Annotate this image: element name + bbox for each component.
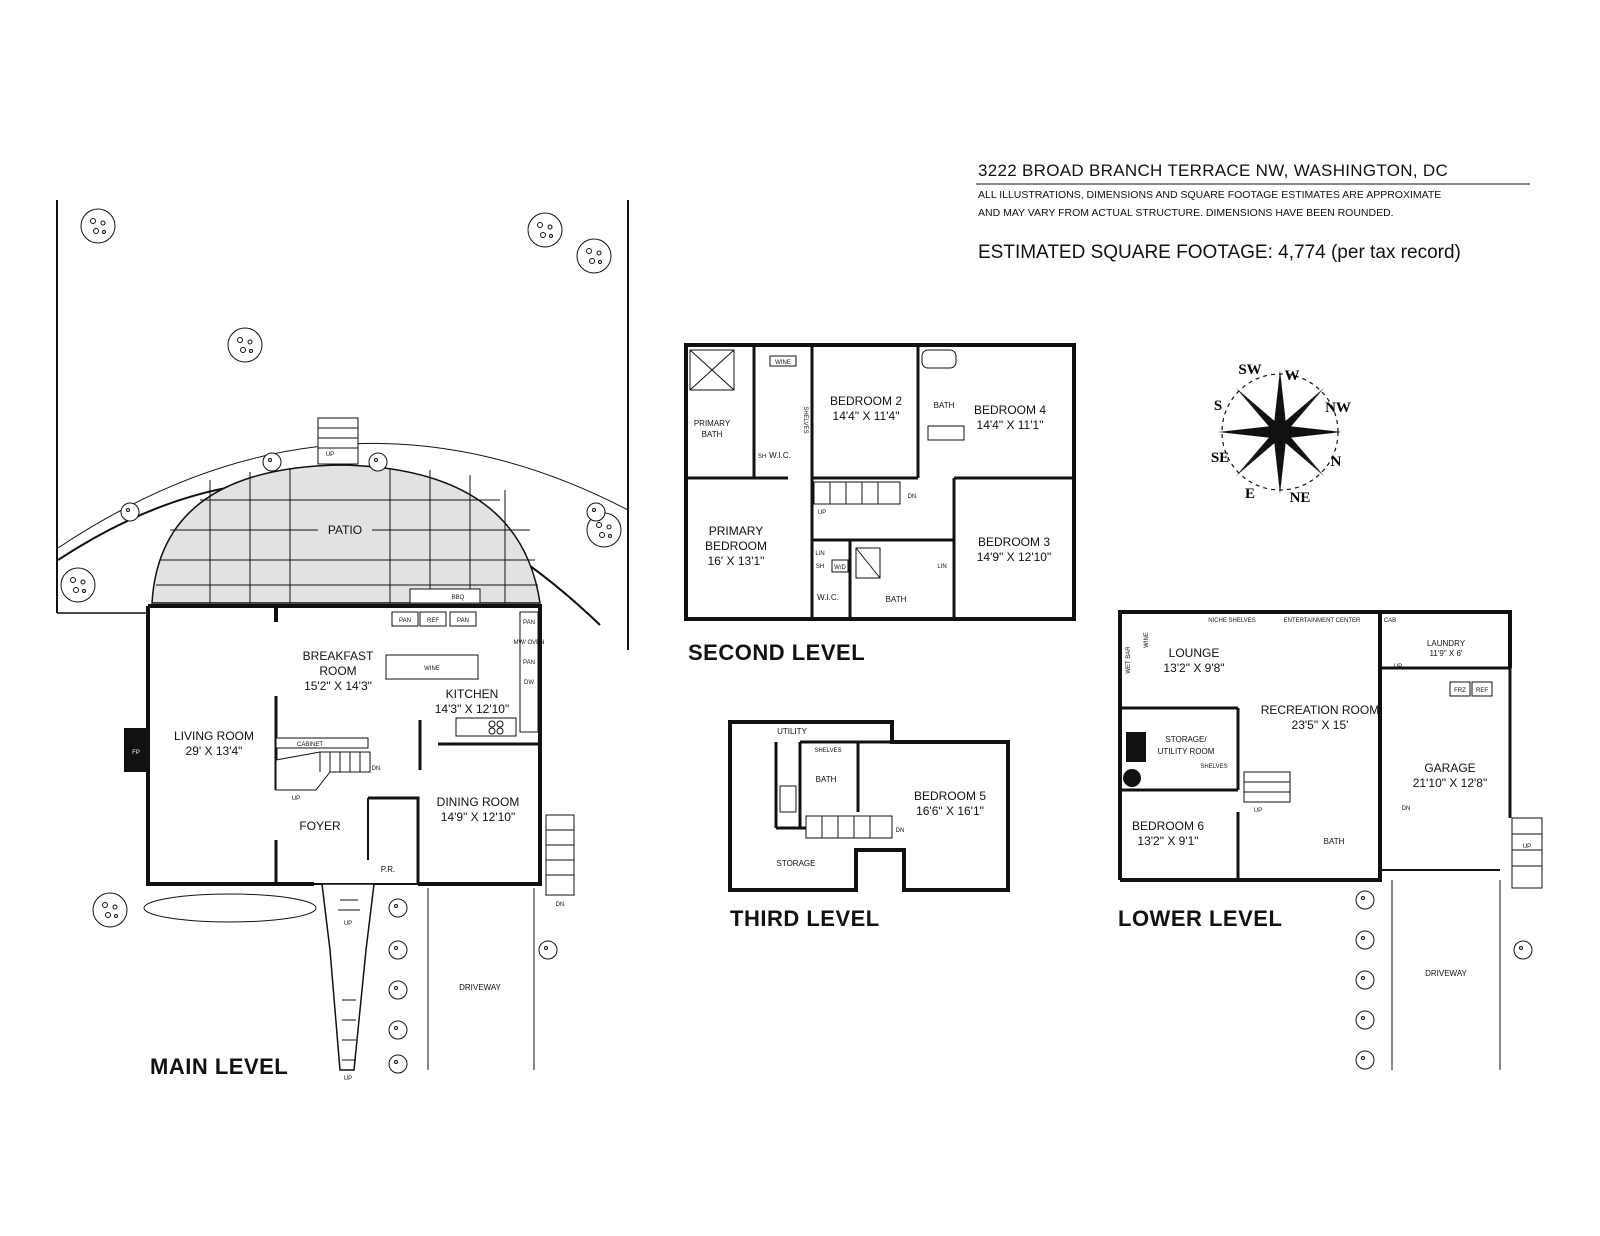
front-walk-up-2: UP: [343, 1076, 353, 1082]
ref-label: REF: [427, 618, 439, 624]
kitchen-name: KITCHEN: [445, 687, 499, 701]
entertainment-center-label: ENTERTAINMENT CENTER: [1283, 618, 1361, 624]
fireplace-label: FP: [132, 750, 140, 756]
kitchen-fixtures: [386, 612, 545, 736]
lounge-dim: 13'2" X 9'8": [1163, 661, 1225, 675]
bedroom-5-dim: 16'6" X 16'1": [916, 804, 984, 818]
tree-icon: [577, 239, 611, 273]
garage-step-dn: DN: [1401, 806, 1411, 812]
lounge-name: LOUNGE: [1168, 646, 1220, 660]
shrub-icon: [389, 899, 407, 917]
third-stair: [806, 816, 904, 838]
pan-label-1: PAN: [399, 618, 411, 624]
shrub-icon: [121, 503, 139, 521]
bbq-counter: [410, 589, 480, 603]
front-walk: [322, 884, 374, 1082]
lower-driveway-label: DRIVEWAY: [1425, 969, 1467, 978]
lower-ref-label: REF: [1476, 688, 1488, 694]
shrub-icon: [1356, 931, 1374, 949]
lin-label-2: LIN: [937, 564, 947, 570]
second-shelves-label: SHELVES: [802, 406, 808, 434]
third-storage-label: STORAGE: [776, 859, 816, 868]
side-stairs: [546, 815, 574, 908]
laundry-up: UP: [1393, 664, 1403, 670]
tree-icon: [228, 328, 262, 362]
header: [976, 161, 1530, 263]
primary-bedroom-dim: 16' X 13'1": [707, 554, 765, 568]
side-stairs-dn: DN: [555, 902, 565, 908]
laundry-dim: 11'9" X 6': [1429, 649, 1463, 658]
second-wine-label: WINE: [775, 360, 791, 366]
bedroom-3-dim: 14'9" X 12'10": [976, 550, 1052, 564]
recreation-room-dim: 23'5" X 15': [1291, 718, 1349, 732]
main-level-title: MAIN LEVEL: [150, 1054, 289, 1079]
primary-bedroom-name: PRIMARY: [708, 524, 764, 538]
shrub-icon: [1356, 971, 1374, 989]
third-bath-label: BATH: [815, 775, 837, 784]
dw-label: DW: [524, 680, 534, 686]
lower-stair-up: UP: [1253, 808, 1263, 814]
lin-label-1: LIN: [815, 551, 825, 557]
shrub-icon: [1356, 891, 1374, 909]
main-stair-up: UP: [291, 796, 301, 802]
main-stair: [276, 738, 380, 802]
shrub-icon: [389, 941, 407, 959]
shrub-icon: [587, 503, 605, 521]
shrub-icon: [369, 453, 387, 471]
disclaimer-line-1: ALL ILLUSTRATIONS, DIMENSIONS AND SQUARE FOOTAGE ESTIMATES ARE APPROXIMATE: [978, 189, 1442, 201]
lower-stair: [1244, 772, 1290, 814]
primary-bath-name: PRIMARY: [693, 419, 731, 428]
second-stair: [814, 482, 916, 516]
disclaimer-line-2: AND MAY VARY FROM ACTUAL STRUCTURE. DIMENSIONS HAVE BEEN ROUNDED.: [978, 207, 1394, 219]
bath-label-2: BATH: [885, 595, 907, 604]
third-stair-dn: DN: [895, 828, 905, 834]
bath-label-1: BATH: [933, 401, 955, 410]
tree-icon: [93, 893, 127, 927]
bedroom-2-dim: 14'4" X 11'4": [832, 409, 900, 423]
bedroom-4-name: BEDROOM 4: [973, 403, 1047, 417]
shrub-icon: [1356, 1011, 1374, 1029]
third-utility-label: UTILITY: [777, 727, 807, 736]
third-tub: [780, 786, 796, 812]
compass-label-ne: NE: [1289, 490, 1311, 506]
main-driveway-label: DRIVEWAY: [459, 983, 501, 992]
primary-bedroom-name-2: BEDROOM: [704, 539, 768, 553]
garage-dim: 21'10" X 12'8": [1412, 776, 1488, 790]
island-wine-label: WINE: [424, 666, 440, 672]
tree-icon: [528, 213, 562, 247]
sh-label-2: SH: [815, 564, 825, 570]
compass-label-e: E: [1244, 486, 1256, 502]
second-stair-dn: DN: [907, 494, 917, 500]
shrub-icon: [1514, 941, 1532, 959]
bathtub: [922, 350, 956, 368]
patio-label: PATIO: [327, 523, 363, 537]
lower-wine-label: WINE: [1144, 632, 1150, 648]
back-steps-up-label: UP: [325, 452, 335, 458]
shrub-icon: [263, 453, 281, 471]
pan-label-3: PAN: [523, 620, 535, 626]
living-room-dim: 29' X 13'4": [185, 744, 243, 758]
cab-label: CAB: [1383, 618, 1397, 624]
wic-label-1: W.I.C.: [769, 451, 791, 460]
compass-label-sw: SW: [1238, 362, 1262, 378]
primary-bath-name-2: BATH: [701, 430, 723, 439]
powder-room-label: P.R.: [380, 865, 396, 874]
compass-label-w: W: [1284, 368, 1300, 384]
lower-level-title: LOWER LEVEL: [1118, 906, 1283, 931]
compass-label-se: SE: [1210, 450, 1230, 466]
wet-bar-label: WET BAR: [1126, 646, 1132, 674]
wic-label-2: W.I.C.: [817, 593, 839, 602]
recreation-room-name: RECREATION ROOM: [1260, 703, 1380, 717]
lower-level-plan: [1118, 612, 1542, 1070]
laundry-name: LAUNDRY: [1426, 639, 1466, 648]
dining-room-dim: 14'9" X 12'10": [440, 810, 516, 824]
bedroom-5-name: BEDROOM 5: [913, 789, 987, 803]
second-level-title: SECOND LEVEL: [688, 640, 866, 665]
main-level-plan: [57, 200, 628, 1082]
garage-stairs: [1512, 818, 1542, 888]
bedroom-6-dim: 13'2" X 9'1": [1137, 834, 1199, 848]
shrub-icon: [539, 941, 557, 959]
cabinet-label: CABINET: [296, 742, 324, 748]
square-footage: ESTIMATED SQUARE FOOTAGE: 4,774 (per tax record): [978, 242, 1461, 263]
shrub-icon: [389, 1055, 407, 1073]
foyer-name: FOYER: [299, 819, 341, 833]
bedroom-3-name: BEDROOM 3: [977, 535, 1051, 549]
third-level-plan: [730, 722, 1008, 931]
living-room-name: LIVING ROOM: [173, 729, 255, 743]
third-shelves-label: SHELVES: [814, 748, 842, 754]
dining-room-name: DINING ROOM: [436, 795, 520, 809]
shrub-icon: [389, 1021, 407, 1039]
frz-label: FRZ: [1454, 688, 1466, 694]
bedroom-2-name: BEDROOM 2: [829, 394, 903, 408]
niche-shelves-label: NICHE SHELVES: [1208, 618, 1256, 624]
sh-label-1: SH: [757, 454, 767, 460]
bbq-label: BBQ: [451, 595, 465, 601]
compass-rose-icon: [1211, 362, 1351, 506]
water-heater: [1123, 769, 1141, 787]
garage-stairs-up: UP: [1522, 844, 1532, 850]
bedroom-6-name: BEDROOM 6: [1131, 819, 1205, 833]
second-stair-up: UP: [817, 510, 827, 516]
storage-name: STORAGE/: [1165, 735, 1207, 744]
tree-icon: [81, 209, 115, 243]
compass-label-s: S: [1213, 398, 1223, 414]
breakfast-room-dim: 15'2" X 14'3": [304, 679, 372, 693]
pan-label-2: PAN: [457, 618, 469, 624]
furnace: [1126, 732, 1146, 762]
lower-shelves-label: SHELVES: [1200, 764, 1228, 770]
front-walk-up-1: UP: [343, 921, 353, 927]
shrub-icon: [389, 981, 407, 999]
main-stair-dn: DN: [371, 766, 381, 772]
mw-oven-label: MW/ OVEN: [513, 640, 545, 646]
address-title: 3222 BROAD BRANCH TERRACE NW, WASHINGTON, DC: [978, 161, 1449, 180]
breakfast-room-name: BREAKFAST: [302, 649, 374, 663]
storage-name-2: UTILITY ROOM: [1157, 747, 1215, 756]
compass-label-nw: NW: [1325, 400, 1351, 416]
compass-label-n: N: [1330, 454, 1342, 470]
breakfast-room-name-2: ROOM: [319, 664, 357, 678]
garage-name: GARAGE: [1424, 761, 1476, 775]
hedge: [144, 894, 316, 922]
second-level-plan: [686, 345, 1074, 665]
shrub-icon: [1356, 1051, 1374, 1069]
bedroom-4-dim: 14'4" X 11'1": [976, 418, 1044, 432]
pan-label-4: PAN: [523, 660, 535, 666]
tree-icon: [61, 568, 95, 602]
kitchen-dim: 14'3" X 12'10": [434, 702, 510, 716]
lower-bath-label: BATH: [1323, 837, 1345, 846]
range: [456, 718, 516, 736]
third-level-title: THIRD LEVEL: [730, 906, 880, 931]
vanity: [928, 426, 964, 440]
wd-label: W/D: [834, 565, 846, 571]
back-steps: [318, 418, 358, 464]
